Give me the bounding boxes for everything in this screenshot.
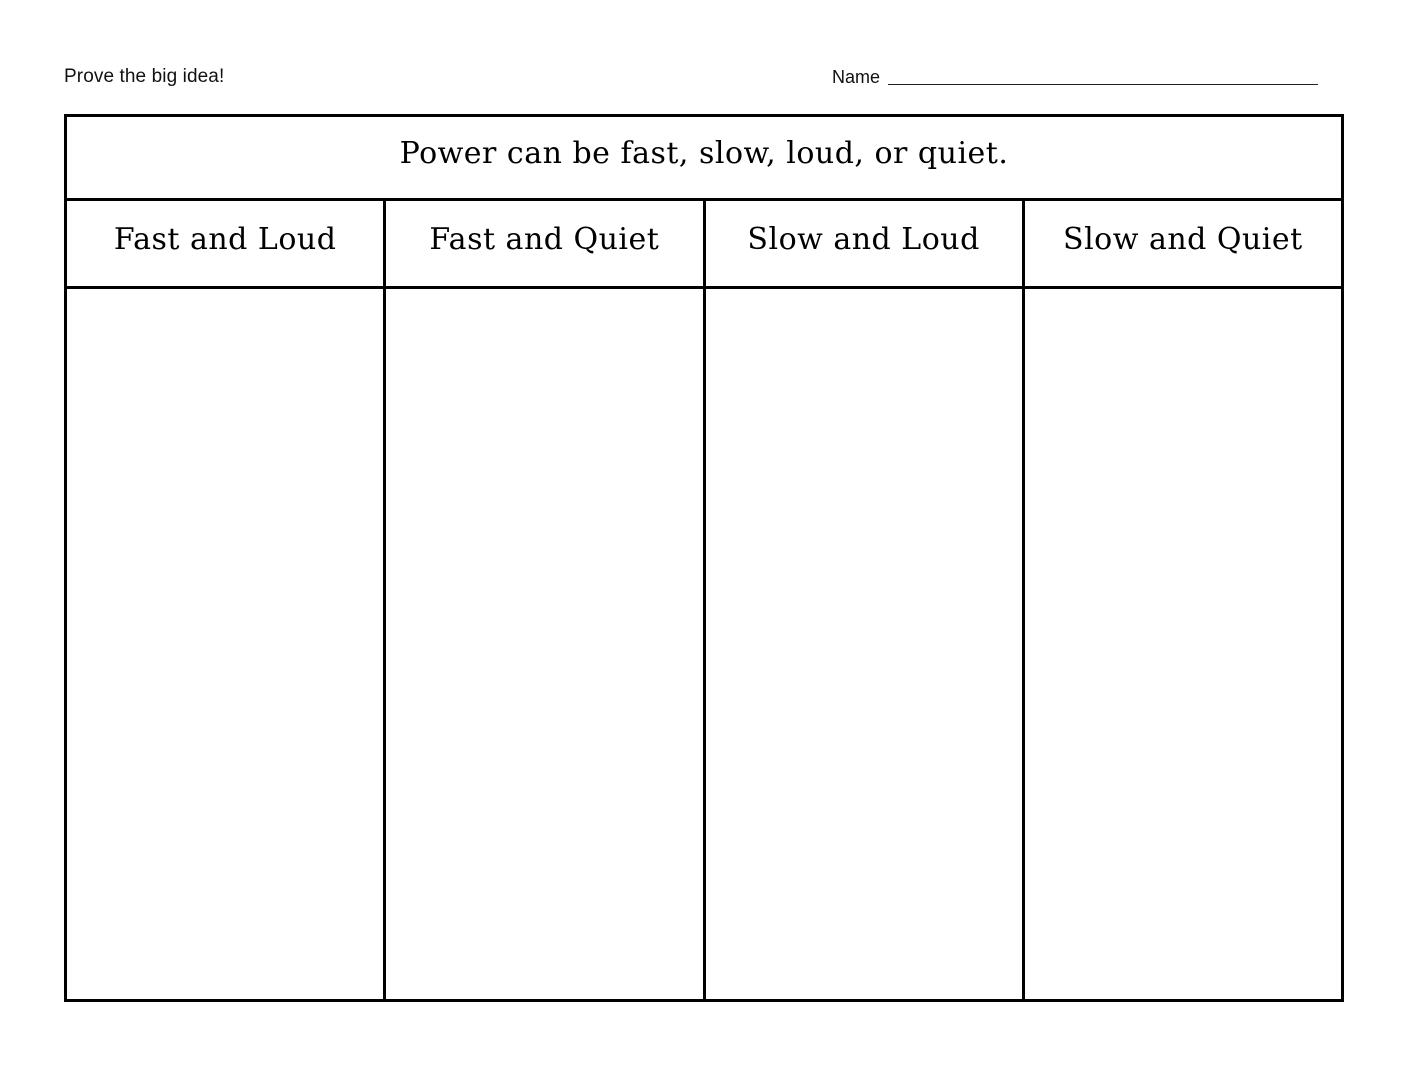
column-header-slow-loud: Slow and Loud xyxy=(703,201,1022,286)
column-header-slow-quiet: Slow and Quiet xyxy=(1022,201,1341,286)
answer-area xyxy=(67,289,1341,999)
answer-cell-fast-loud[interactable] xyxy=(67,289,383,999)
worksheet-title: Prove the big idea! xyxy=(64,66,225,87)
name-write-line[interactable] xyxy=(888,84,1318,85)
big-idea-statement: Power can be fast, slow, loud, or quiet. xyxy=(67,117,1341,201)
sorting-chart xyxy=(64,114,1344,1002)
name-label: Name xyxy=(832,67,881,87)
column-headers xyxy=(67,201,1341,289)
answer-cell-slow-loud[interactable] xyxy=(703,289,1022,999)
answer-cell-fast-quiet[interactable] xyxy=(383,289,702,999)
column-header-fast-quiet: Fast and Quiet xyxy=(383,201,702,286)
name-field-group xyxy=(832,66,1320,90)
column-header-fast-loud: Fast and Loud xyxy=(113,222,337,257)
answer-cell-slow-quiet[interactable] xyxy=(1022,289,1341,999)
